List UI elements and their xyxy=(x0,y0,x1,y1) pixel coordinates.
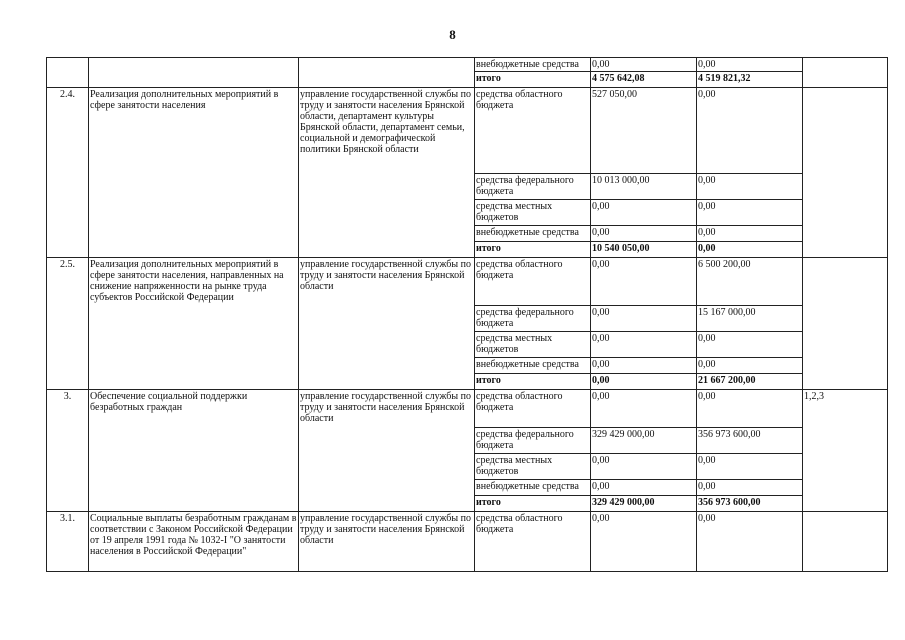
cell-amount-a: 0,00 xyxy=(591,258,697,306)
cell-amount-a: 527 050,00 xyxy=(591,88,697,174)
cell-source: итого xyxy=(475,242,591,258)
cell-amount-b: 356 973 600,00 xyxy=(697,496,803,512)
cell-measure: Реализация дополнительных мероприятий в сфере занятости населения, направленных на снижение напряженности на рынке труда субъектов Российской Федерации xyxy=(89,258,299,390)
cell-num: 2.5. xyxy=(47,258,89,390)
cell-amount-b: 0,00 xyxy=(697,200,803,226)
cell-amount-b: 0,00 xyxy=(697,512,803,572)
cell-amount-b: 0,00 xyxy=(697,88,803,174)
table-row xyxy=(47,390,888,428)
cell-source: средства местных бюджетов xyxy=(475,200,591,226)
cell-amount-b: 0,00 xyxy=(697,390,803,428)
cell-amount-b: 6 500 200,00 xyxy=(697,258,803,306)
cell-amount-b: 356 973 600,00 xyxy=(697,428,803,454)
cell-measure xyxy=(89,58,299,88)
cell-amount-a: 0,00 xyxy=(591,358,697,374)
cell-amount-b: 4 519 821,32 xyxy=(697,72,803,88)
cell-indicator: 1,2,3 xyxy=(803,390,888,512)
cell-source: средства федерального бюджета xyxy=(475,428,591,454)
cell-source: средства областного бюджета xyxy=(475,258,591,306)
cell-indicator xyxy=(803,88,888,258)
cell-source: средства местных бюджетов xyxy=(475,332,591,358)
cell-num xyxy=(47,58,89,88)
cell-amount-b: 0,00 xyxy=(697,480,803,496)
cell-source: средства областного бюджета xyxy=(475,512,591,572)
cell-measure: Социальные выплаты безработным гражданам в соответствии с Законом Российской Федерации от 19 апреля 1991 года № 1032-I "О занятости населения в Российской Федерации" xyxy=(89,512,299,572)
cell-amount-b: 0,00 xyxy=(697,58,803,72)
cell-executor: управление государственной службы по труду и занятости населения Брянской области xyxy=(299,258,475,390)
table-row xyxy=(47,258,888,306)
cell-source: внебюджетные средства xyxy=(475,58,591,72)
cell-amount-a: 0,00 xyxy=(591,480,697,496)
cell-amount-a: 329 429 000,00 xyxy=(591,428,697,454)
cell-source: средства областного бюджета xyxy=(475,390,591,428)
cell-indicator xyxy=(803,58,888,88)
table-row xyxy=(47,88,888,174)
cell-source: итого xyxy=(475,374,591,390)
cell-indicator xyxy=(803,512,888,572)
table-row xyxy=(47,58,888,72)
page-number: 8 xyxy=(449,27,456,42)
cell-source: внебюджетные средства xyxy=(475,358,591,374)
cell-amount-b: 0,00 xyxy=(697,332,803,358)
cell-measure: Обеспечение социальной поддержки безработных граждан xyxy=(89,390,299,512)
cell-amount-a: 0,00 xyxy=(591,226,697,242)
cell-source: средства местных бюджетов xyxy=(475,454,591,480)
cell-source: средства областного бюджета xyxy=(475,88,591,174)
cell-amount-a: 0,00 xyxy=(591,374,697,390)
cell-source: средства федерального бюджета xyxy=(475,174,591,200)
cell-indicator xyxy=(803,258,888,390)
budget-table xyxy=(46,57,888,572)
cell-amount-a: 329 429 000,00 xyxy=(591,496,697,512)
cell-amount-b: 0,00 xyxy=(697,226,803,242)
cell-amount-b: 0,00 xyxy=(697,358,803,374)
cell-executor: управление государственной службы по труду и занятости населения Брянской области xyxy=(299,512,475,572)
table-row xyxy=(47,512,888,572)
cell-amount-a: 10 540 050,00 xyxy=(591,242,697,258)
cell-executor: управление государственной службы по труду и занятости населения Брянской области xyxy=(299,390,475,512)
cell-amount-a: 0,00 xyxy=(591,306,697,332)
cell-amount-b: 0,00 xyxy=(697,174,803,200)
cell-amount-a: 4 575 642,08 xyxy=(591,72,697,88)
cell-executor: управление государственной службы по труду и занятости населения Брянской области, департамент культуры Брянской области, департамент семьи, социальной и демографической политики Брянской области xyxy=(299,88,475,258)
cell-num: 2.4. xyxy=(47,88,89,258)
cell-source: внебюджетные средства xyxy=(475,480,591,496)
cell-amount-b: 15 167 000,00 xyxy=(697,306,803,332)
cell-amount-a: 0,00 xyxy=(591,58,697,72)
cell-measure: Реализация дополнительных мероприятий в сфере занятости населения xyxy=(89,88,299,258)
cell-source: итого xyxy=(475,496,591,512)
cell-source: внебюджетные средства xyxy=(475,226,591,242)
cell-source: итого xyxy=(475,72,591,88)
cell-amount-a: 0,00 xyxy=(591,332,697,358)
cell-amount-a: 0,00 xyxy=(591,200,697,226)
cell-amount-a: 0,00 xyxy=(591,512,697,572)
cell-executor xyxy=(299,58,475,88)
cell-amount-a: 10 013 000,00 xyxy=(591,174,697,200)
cell-num: 3.1. xyxy=(47,512,89,572)
cell-amount-b: 0,00 xyxy=(697,242,803,258)
cell-amount-a: 0,00 xyxy=(591,390,697,428)
cell-amount-b: 21 667 200,00 xyxy=(697,374,803,390)
cell-amount-b: 0,00 xyxy=(697,454,803,480)
cell-source: средства федерального бюджета xyxy=(475,306,591,332)
cell-amount-a: 0,00 xyxy=(591,454,697,480)
cell-num: 3. xyxy=(47,390,89,512)
